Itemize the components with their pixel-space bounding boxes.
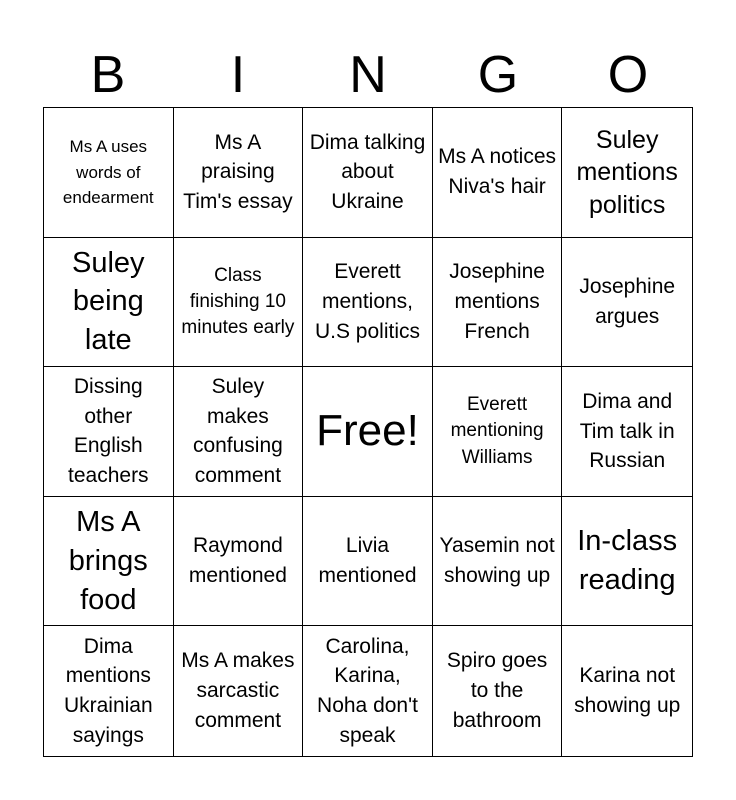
- cell-text: Ms A uses words of endearment: [62, 137, 154, 208]
- header-letter-i: I: [230, 46, 246, 104]
- cell-text: Suley makes confusing comment: [192, 374, 283, 488]
- cell-text: Yasemin not showing up: [439, 534, 555, 588]
- bingo-cell-r5c3[interactable]: [303, 626, 433, 756]
- cell-text: Carolina, Karina, Noha don't speak: [317, 634, 418, 747]
- bingo-cell-r4c3[interactable]: [303, 497, 433, 627]
- bingo-cell-r3c4[interactable]: [433, 367, 563, 497]
- cell-text: Josephine argues: [579, 275, 676, 328]
- bingo-board: [43, 107, 693, 757]
- bingo-cell-r5c4[interactable]: [433, 626, 563, 756]
- bingo-cell-r2c4[interactable]: [433, 238, 563, 368]
- bingo-cell-r1c1[interactable]: [44, 108, 174, 238]
- bingo-cell-r3c2[interactable]: [174, 367, 304, 497]
- bingo-cell-r4c2[interactable]: [174, 497, 304, 627]
- header-letter-o: O: [607, 46, 649, 104]
- bingo-cell-r2c5[interactable]: [562, 238, 692, 368]
- cell-text: Class finishing 10 minutes early: [181, 264, 295, 338]
- cell-text: Dima talking about Ukraine: [309, 130, 426, 214]
- bingo-cell-r2c3[interactable]: [303, 238, 433, 368]
- bingo-header: [43, 44, 693, 106]
- cell-text: Suley being late: [72, 246, 145, 357]
- cell-text: Ms A notices Niva's hair: [438, 145, 557, 199]
- header-letter-g: G: [477, 46, 519, 104]
- bingo-cell-r1c5[interactable]: [562, 108, 692, 238]
- cell-text: Ms A praising Tim's essay: [183, 130, 293, 214]
- cell-text: Dima and Tim talk in Russian: [579, 389, 675, 473]
- bingo-cell-free[interactable]: [303, 367, 433, 497]
- cell-text: Everett mentioning Williams: [450, 394, 544, 468]
- bingo-cell-r4c1[interactable]: [44, 497, 174, 627]
- header-letter-b: B: [90, 46, 126, 104]
- bingo-cell-r3c5[interactable]: [562, 367, 692, 497]
- cell-text: Suley mentions politics: [576, 125, 678, 219]
- bingo-cell-r1c2[interactable]: [174, 108, 304, 238]
- cell-text: Spiro goes to the bathroom: [446, 649, 548, 733]
- cell-text: Dissing other English teachers: [68, 374, 149, 488]
- bingo-cell-r4c4[interactable]: [433, 497, 563, 627]
- cell-text: Karina not showing up: [574, 664, 681, 718]
- cell-text: Ms A makes sarcastic comment: [181, 649, 295, 733]
- bingo-cell-r2c1[interactable]: [44, 238, 174, 368]
- bingo-cell-r5c5[interactable]: [562, 626, 692, 756]
- cell-text: Josephine mentions French: [449, 260, 545, 343]
- cell-text: Raymond mentioned: [188, 534, 287, 588]
- cell-text: Everett mentions, U.S politics: [314, 260, 420, 343]
- cell-text: In-class reading: [577, 525, 678, 597]
- free-space-text: Free!: [316, 406, 419, 456]
- cell-text: Livia mentioned: [318, 534, 417, 588]
- cell-text: Ms A brings food: [68, 505, 148, 616]
- bingo-cell-r4c5[interactable]: [562, 497, 692, 627]
- header-letter-n: N: [349, 46, 387, 104]
- bingo-cell-r5c2[interactable]: [174, 626, 304, 756]
- bingo-cell-r1c4[interactable]: [433, 108, 563, 238]
- bingo-cell-r2c2[interactable]: [174, 238, 304, 368]
- bingo-cell-r5c1[interactable]: [44, 626, 174, 756]
- cell-text: Dima mentions Ukrainian sayings: [63, 634, 153, 747]
- bingo-cell-r3c1[interactable]: [44, 367, 174, 497]
- bingo-cell-r1c3[interactable]: [303, 108, 433, 238]
